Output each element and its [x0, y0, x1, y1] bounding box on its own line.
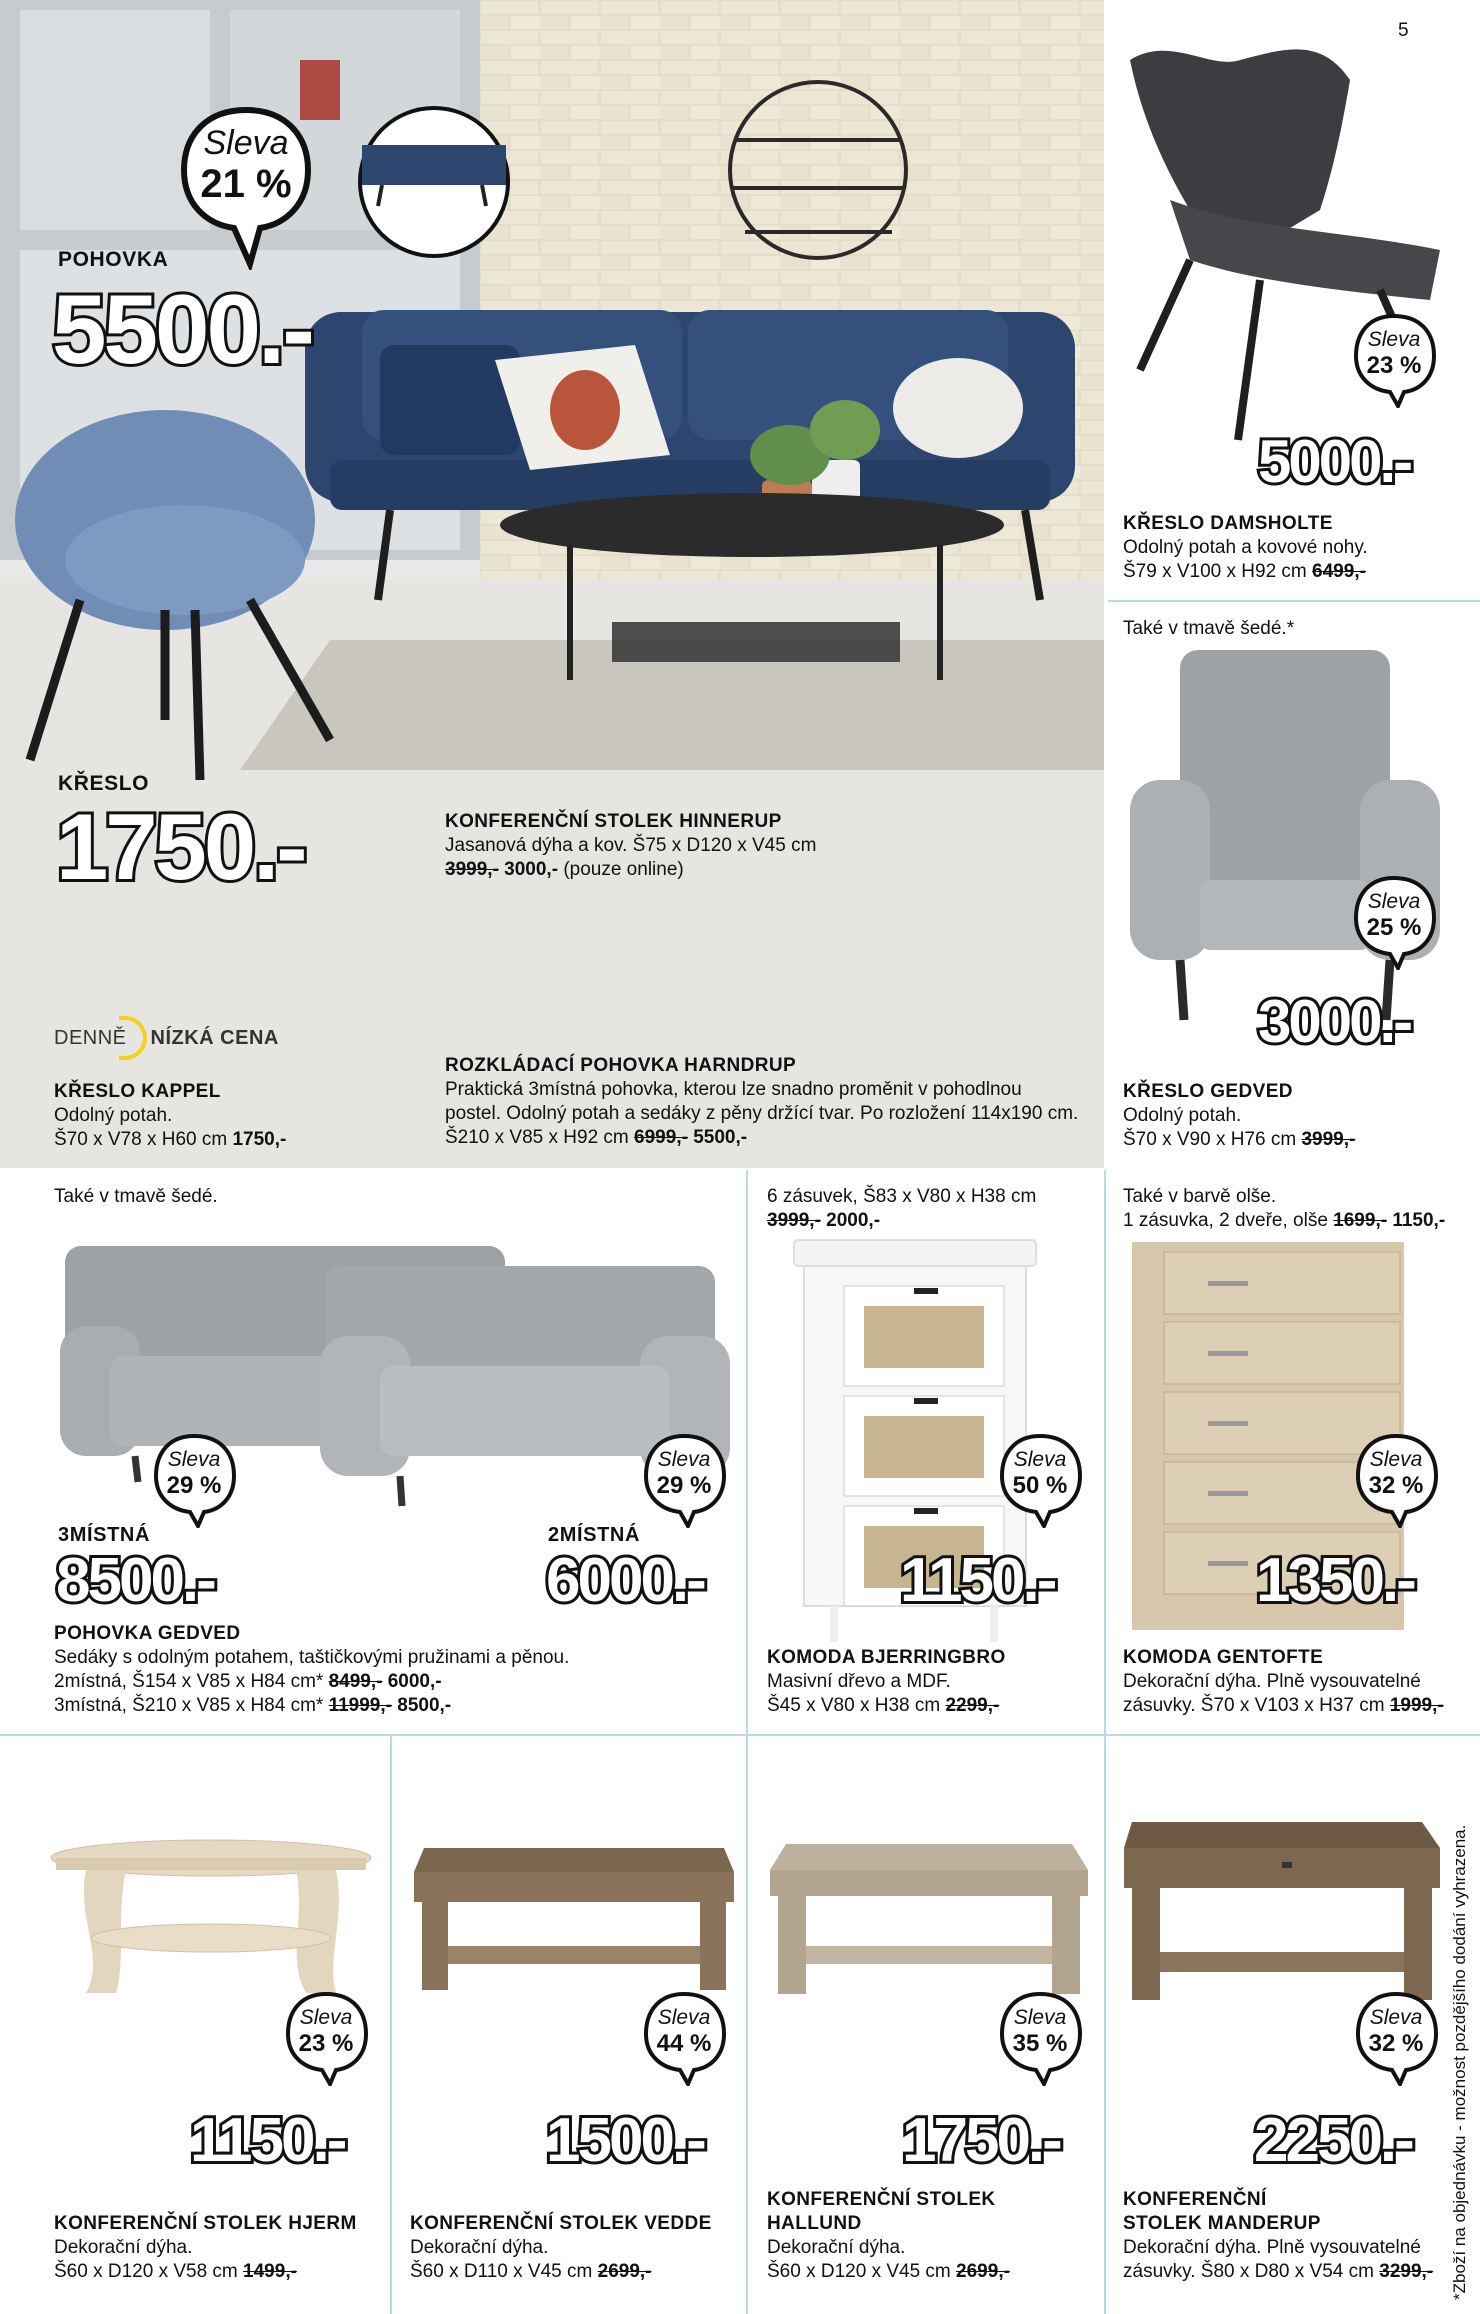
- discount-badge-sofa-2: [642, 1432, 732, 1528]
- hjerm-dimensions: Š60 x D120 x V58 cm: [54, 2261, 244, 2282]
- badge-percent: 29 %: [166, 1472, 222, 1499]
- sofa-2-price: 6000.-: [546, 1546, 704, 1615]
- harndrup-title: ROZKLÁDACÍ POHOVKA HARNDRUP: [445, 1055, 797, 1076]
- sofa-gedved-title: POHOVKA GEDVED: [54, 1623, 241, 1644]
- manderup-title-line2: STOLEK MANDERUP: [1123, 2213, 1321, 2234]
- harndrup-line2: postel. Odolný potah a sedáky z pěny držící tvar. Po rozložení 114x190 cm.: [445, 1103, 1079, 1124]
- vedde-line1: Dekorační dýha.: [410, 2237, 549, 2258]
- badge-percent: 32 %: [1368, 2030, 1424, 2057]
- discount-badge-vedde: [642, 1990, 732, 2086]
- living-room-scene: [0, 0, 1104, 1168]
- gentofte-note-old: 1699,-: [1333, 1210, 1388, 1231]
- hallund-line2: [767, 2260, 1010, 2284]
- badge-sleva-text: Sleva: [1367, 328, 1421, 351]
- gentofte-note-new: 1150,-: [1392, 1210, 1446, 1231]
- kappel-line1: Odolný potah.: [54, 1105, 173, 1126]
- divider: [746, 1170, 748, 1736]
- vedde-info: [410, 2212, 712, 2284]
- divider: [1108, 600, 1480, 602]
- vedde-table-image: [404, 1842, 734, 1992]
- hinnerup-note: (pouze online): [563, 859, 684, 880]
- bjerringbro-price: 1150.-: [900, 1546, 1055, 1615]
- gentofte-note-details: 1 zásuvka, 2 dveře, olše: [1123, 1210, 1334, 1231]
- hinnerup-info: [445, 810, 816, 882]
- badge-sleva-text: Sleva: [1013, 2006, 1067, 2029]
- sofa-2-old-price: 8499,-: [328, 1671, 383, 1692]
- vedde-line2: [410, 2260, 712, 2284]
- gedved-chair-note: Také v tmavě šedé.*: [1123, 618, 1295, 639]
- badge-percent: 50 %: [1012, 1472, 1068, 1499]
- hero-photo: [0, 0, 1104, 1168]
- badge-percent: 23 %: [298, 2030, 354, 2057]
- harndrup-dimensions: Š210 x V85 x H92 cm: [445, 1127, 635, 1148]
- gentofte-title: KOMODA GENTOFTE: [1123, 1647, 1324, 1668]
- kappel-line2: [54, 1128, 286, 1152]
- hjerm-table-image: [46, 1838, 376, 1998]
- hallund-old-price: 2699,-: [956, 2261, 1010, 2282]
- divider: [0, 1734, 1480, 1736]
- discount-badge-gentofte: [1354, 1432, 1444, 1528]
- sofa-3-old-price: 11999,-: [328, 1695, 392, 1716]
- hjerm-price: 1150.-: [190, 2106, 345, 2175]
- gentofte-note1: Také v barvě olše.: [1123, 1186, 1277, 1207]
- sofa-2-new-price: 6000,-: [387, 1671, 442, 1692]
- hinnerup-new-price: 3000,-: [504, 859, 559, 880]
- badge-sleva-text: Sleva: [203, 124, 289, 162]
- harndrup-line3: [445, 1126, 1078, 1150]
- bjerringbro-title: KOMODA BJERRINGBRO: [767, 1647, 1006, 1668]
- hallund-price: 1750.-: [902, 2106, 1060, 2175]
- gedved-chair-old-price: 3999,-: [1301, 1129, 1356, 1150]
- discount-badge-damsholte: [1352, 312, 1442, 408]
- harndrup-line1: Praktická 3místná pohovka, kterou lze snadno proměnit v pohodlnou: [445, 1079, 1022, 1100]
- hallund-dimensions: Š60 x D120 x V45 cm: [767, 2261, 957, 2282]
- sofa-3-price: 8500.-: [56, 1546, 214, 1615]
- badge-percent: 32 %: [1368, 1472, 1424, 1499]
- badge-percent: 29 %: [656, 1472, 712, 1499]
- bjerringbro-note: [767, 1185, 1036, 1233]
- disclaimer-vertical: [1450, 1760, 1476, 2300]
- harndrup-new-price: 5500,-: [693, 1127, 748, 1148]
- damsholte-line1: Odolný potah a kovové nohy.: [1123, 537, 1368, 558]
- badge-sleva-text: Sleva: [657, 2006, 711, 2029]
- badge-sleva-text: Sleva: [1013, 1448, 1067, 1471]
- gentofte-note: [1123, 1185, 1445, 1233]
- gentofte-dimensions: zásuvky. Š70 x V103 x H37 cm: [1123, 1695, 1390, 1716]
- badge-sleva-text: Sleva: [1369, 1448, 1423, 1471]
- manderup-title-line1: KONFERENČNÍ: [1123, 2189, 1267, 2210]
- gentofte-old-price: 1999,-: [1389, 1695, 1444, 1716]
- hero-sofa-price: 5500.-: [52, 274, 312, 384]
- vedde-price: 1500.-: [546, 2106, 704, 2175]
- damsholte-price: 5000.-: [1258, 428, 1411, 495]
- kappel-price: 1750,-: [232, 1129, 287, 1150]
- manderup-old-price: 3299,-: [1379, 2261, 1434, 2282]
- hjerm-old-price: 1499,-: [243, 2261, 297, 2282]
- discount-badge-sofa-3: [152, 1432, 242, 1528]
- hallund-title-line1: KONFERENČNÍ STOLEK: [767, 2189, 996, 2210]
- kappel-info: [54, 1080, 286, 1152]
- discount-badge-bjerringbro: [998, 1432, 1088, 1528]
- logo-nizka-cena: NÍZKÁ CENA: [150, 1026, 279, 1049]
- manderup-line2: [1123, 2260, 1433, 2284]
- gentofte-price: 1350.-: [1256, 1546, 1414, 1615]
- hero-sofa-label: POHOVKA: [58, 248, 169, 271]
- damsholte-line2: [1123, 560, 1368, 584]
- sofa-gedved-line2: [54, 1670, 569, 1694]
- hallund-table-image: [762, 1838, 1092, 1998]
- gedved-chair-info: [1123, 1080, 1355, 1152]
- badge-sleva-text: Sleva: [299, 2006, 353, 2029]
- hallund-line1: Dekorační dýha.: [767, 2237, 906, 2258]
- vedde-dimensions: Š60 x D110 x V45 cm: [410, 2261, 598, 2282]
- sofa-2-label: 2MÍSTNÁ: [548, 1524, 640, 1546]
- badge-sleva-text: Sleva: [657, 1448, 711, 1471]
- bjerringbro-dimensions: Š45 x V80 x H38 cm: [767, 1695, 946, 1716]
- gedved-chair-title: KŘESLO GEDVED: [1123, 1081, 1293, 1102]
- sofa-3-dimensions: 3místná, Š210 x V85 x H84 cm*: [54, 1695, 329, 1716]
- logo-arc-icon: [119, 1016, 147, 1060]
- hallund-title-line2: HALLUND: [767, 2213, 862, 2234]
- hjerm-title: KONFERENČNÍ STOLEK HJERM: [54, 2213, 357, 2234]
- bjerringbro-note-new: 2000,-: [826, 1210, 881, 1231]
- manderup-line1: Dekorační dýha. Plně vysouvatelné: [1123, 2237, 1421, 2258]
- damsholte-title: KŘESLO DAMSHOLTE: [1123, 513, 1333, 534]
- sofa-gedved-note: Také v tmavě šedé.: [54, 1186, 218, 1207]
- harndrup-info: [445, 1054, 1078, 1150]
- sofa-gedved-line1: Sedáky s odolným potahem, taštičkovými pružinami a pěnou.: [54, 1647, 570, 1668]
- manderup-price: 2250.-: [1254, 2106, 1412, 2175]
- bjerringbro-old-price: 2299,-: [945, 1695, 1000, 1716]
- sofa-bed-icon: [362, 110, 506, 254]
- sofa-gedved-line3: [54, 1694, 569, 1718]
- discount-badge-manderup: [1354, 1990, 1444, 2086]
- sofa-2-dimensions: 2místná, Š154 x V85 x H84 cm*: [54, 1671, 329, 1692]
- disclaimer-text: *Zboží na objednávku - možnost pozdějšího dodání vyhrazena.: [1450, 1824, 1469, 2300]
- damsholte-dimensions: Š79 x V100 x H92 cm: [1123, 561, 1313, 582]
- gedved-armchair-image: [1120, 640, 1450, 1030]
- bjerringbro-note1: 6 zásuvek, Š83 x V80 x H38 cm: [767, 1186, 1037, 1207]
- sofa-bed-inset: [358, 106, 510, 258]
- bjerringbro-line2: [767, 1694, 1006, 1718]
- bjerringbro-note2: [767, 1209, 1036, 1233]
- sofa-gedved-info: [54, 1622, 569, 1718]
- discount-badge-sofa: [176, 104, 316, 270]
- badge-percent: 21 %: [200, 162, 292, 206]
- hinnerup-title: KONFERENČNÍ STOLEK HINNERUP: [445, 811, 782, 832]
- divider: [390, 1736, 392, 2314]
- bjerringbro-info: [767, 1646, 1006, 1718]
- divider: [1104, 1170, 1106, 1736]
- hero-chair-label: KŘESLO: [58, 772, 150, 795]
- sofa-3-label: 3MÍSTNÁ: [58, 1524, 150, 1546]
- harndrup-old-price: 6999,-: [634, 1127, 688, 1148]
- kappel-dimensions: Š70 x V78 x H60 cm: [54, 1129, 233, 1150]
- vedde-title: KONFERENČNÍ STOLEK VEDDE: [410, 2213, 712, 2234]
- badge-percent: 23 %: [1366, 352, 1422, 379]
- damsholte-info: [1123, 512, 1368, 584]
- denne-nizka-cena-logo: [54, 1008, 279, 1068]
- gedved-chair-price: 3000.-: [1258, 988, 1411, 1055]
- hjerm-info: [54, 2212, 357, 2284]
- divider: [1104, 1736, 1106, 2314]
- gedved-chair-line2: [1123, 1128, 1355, 1152]
- hallund-info: [767, 2188, 1010, 2284]
- discount-badge-hjerm: [284, 1990, 374, 2086]
- bjerringbro-note-old: 3999,-: [767, 1210, 821, 1231]
- hinnerup-line2: [445, 858, 816, 882]
- badge-percent: 25 %: [1366, 914, 1422, 941]
- hjerm-line1: Dekorační dýha.: [54, 2237, 193, 2258]
- bjerringbro-line1: Masivní dřevo a MDF.: [767, 1671, 951, 1692]
- damsholte-old-price: 6499,-: [1312, 561, 1366, 582]
- logo-denne: DENNĚ: [54, 1026, 127, 1049]
- gentofte-info: [1123, 1646, 1444, 1718]
- hinnerup-line1: Jasanová dýha a kov. Š75 x D120 x V45 cm: [445, 835, 817, 856]
- hjerm-line2: [54, 2260, 357, 2284]
- hinnerup-old-price: 3999,-: [445, 859, 499, 880]
- badge-sleva-text: Sleva: [1367, 890, 1421, 913]
- discount-badge-hallund: [998, 1990, 1088, 2086]
- badge-sleva-text: Sleva: [1369, 2006, 1423, 2029]
- kappel-title: KŘESLO KAPPEL: [54, 1081, 221, 1102]
- gedved-chair-line1: Odolný potah.: [1123, 1105, 1242, 1126]
- gedved-chair-dimensions: Š70 x V90 x H76 cm: [1123, 1129, 1302, 1150]
- gentofte-note2: [1123, 1209, 1445, 1233]
- vedde-old-price: 2699,-: [597, 2261, 652, 2282]
- page-number: 5: [1398, 20, 1409, 41]
- discount-badge-gedved-chair: [1352, 874, 1442, 970]
- badge-percent: 44 %: [656, 2030, 712, 2057]
- gentofte-line2: [1123, 1694, 1444, 1718]
- manderup-dimensions: zásuvky. Š80 x D80 x V54 cm: [1123, 2261, 1380, 2282]
- hero-chair-price: 1750.-: [56, 794, 305, 899]
- sofa-3-new-price: 8500,-: [397, 1695, 452, 1716]
- badge-percent: 35 %: [1012, 2030, 1068, 2057]
- manderup-info: [1123, 2188, 1433, 2284]
- manderup-table-image: [1122, 1812, 1442, 2002]
- divider: [746, 1736, 748, 2314]
- gentofte-line1: Dekorační dýha. Plně vysouvatelné: [1123, 1671, 1421, 1692]
- badge-sleva-text: Sleva: [167, 1448, 221, 1471]
